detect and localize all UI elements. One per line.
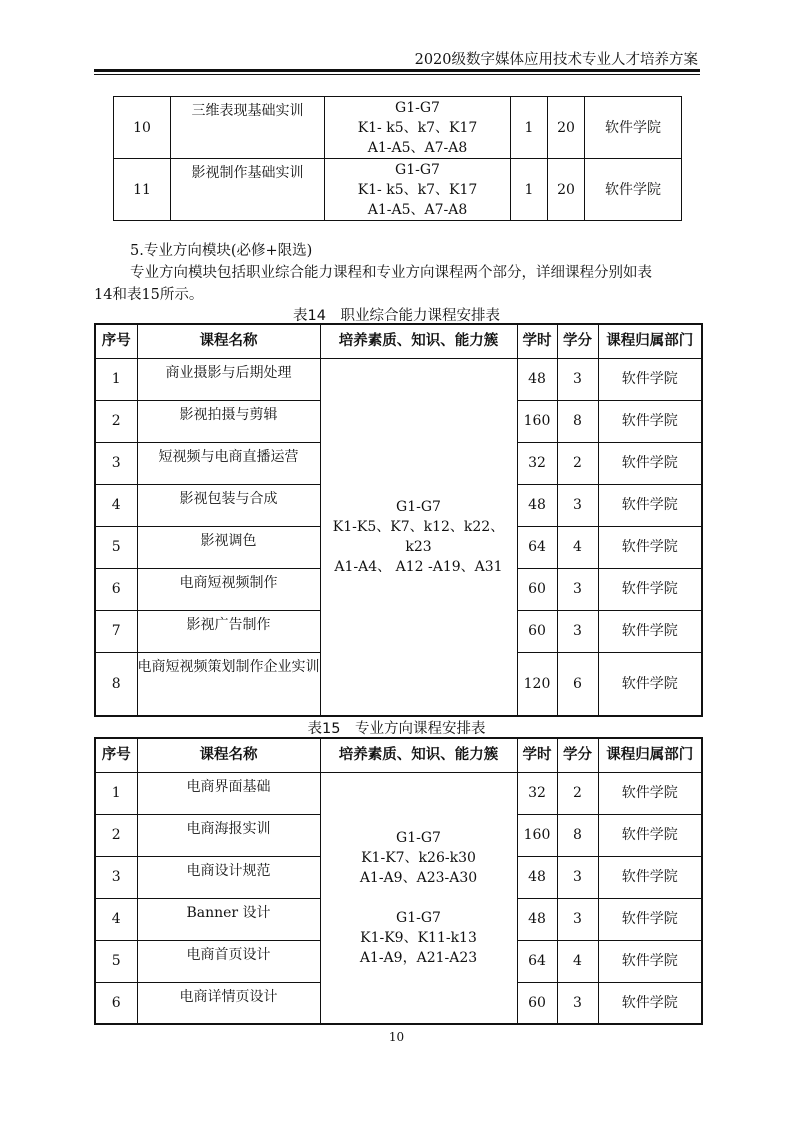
hours: 160 xyxy=(517,400,557,442)
credits: 8 xyxy=(557,400,598,442)
skill-line: A1-A9，A21-A23 xyxy=(359,949,478,966)
hours: 48 xyxy=(517,484,557,526)
skill-line: A1-A9、A23-A30 xyxy=(359,869,478,886)
course-name: 电商界面基础 xyxy=(137,772,320,814)
page-number: 10 xyxy=(388,1030,405,1044)
credits: 3 xyxy=(557,610,598,652)
course-name: 电商海报实训 xyxy=(137,814,320,856)
column-header: 培养素质、知识、能力簇 xyxy=(320,738,517,772)
hours: 1 xyxy=(511,97,548,159)
hours: 120 xyxy=(517,652,557,716)
column-header: 课程名称 xyxy=(137,324,320,358)
skill-line: G1-G7 xyxy=(396,829,441,846)
course-name: 电商详情页设计 xyxy=(137,982,320,1024)
department: 软件学院 xyxy=(598,898,702,940)
column-header: 学时 xyxy=(517,738,557,772)
column-header: 序号 xyxy=(95,738,137,772)
row-number: 8 xyxy=(95,652,137,716)
skill-line: K1- k5、k7、K17 xyxy=(357,181,478,198)
row-number: 3 xyxy=(95,442,137,484)
hours: 48 xyxy=(517,358,557,400)
department: 软件学院 xyxy=(598,982,702,1024)
course-name: 电商短视频策划制作企业实训 xyxy=(137,652,320,716)
row-number: 2 xyxy=(95,400,137,442)
course-name: 影视制作基础实训 xyxy=(171,159,325,221)
row-number: 2 xyxy=(95,814,137,856)
table15-caption: 表15 专业方向课程安排表 xyxy=(307,721,486,737)
skill-line: A1-A4、 A12 -A19、A31 xyxy=(334,558,503,575)
skill-line: K1-K9、K11-k13 xyxy=(360,929,477,946)
column-header: 序号 xyxy=(95,324,137,358)
department: 软件学院 xyxy=(598,772,702,814)
row-number: 5 xyxy=(95,940,137,982)
credits: 8 xyxy=(557,814,598,856)
table14-caption: 表14 职业综合能力课程安排表 xyxy=(293,308,500,324)
table-row xyxy=(95,772,702,814)
hours: 60 xyxy=(517,610,557,652)
row-number: 4 xyxy=(95,484,137,526)
department: 软件学院 xyxy=(598,358,702,400)
section-heading: 5.专业方向模块(必修+限选) xyxy=(130,243,313,259)
course-name: Banner 设计 xyxy=(137,898,320,940)
credits: 2 xyxy=(557,772,598,814)
credits: 3 xyxy=(557,358,598,400)
row-number: 1 xyxy=(95,358,137,400)
row-number: 4 xyxy=(95,898,137,940)
skill-line: G1-G7 xyxy=(395,161,440,178)
credits: 3 xyxy=(557,568,598,610)
running-header: 2020级数字媒体应用技术专业人才培养方案 xyxy=(414,52,698,68)
course-name: 电商设计规范 xyxy=(137,856,320,898)
credits: 6 xyxy=(557,652,598,716)
continued-course-table xyxy=(113,96,682,221)
section-paragraph-line2: 14和表15所示。 xyxy=(94,287,204,303)
column-header: 课程归属部门 xyxy=(598,738,702,772)
hours: 48 xyxy=(517,898,557,940)
credits: 3 xyxy=(557,898,598,940)
hours: 64 xyxy=(517,526,557,568)
skill-line: A1-A5、A7-A8 xyxy=(367,201,468,218)
table-row xyxy=(114,97,682,159)
row-number: 5 xyxy=(95,526,137,568)
hours: 1 xyxy=(511,159,548,221)
skills-cell xyxy=(325,97,511,159)
table-row xyxy=(95,358,702,400)
course-name: 短视频与电商直播运营 xyxy=(137,442,320,484)
hours: 48 xyxy=(517,856,557,898)
credits: 3 xyxy=(557,982,598,1024)
skill-line: G1-G7 xyxy=(396,909,441,926)
column-header: 学分 xyxy=(557,738,598,772)
hours: 32 xyxy=(517,772,557,814)
department: 软件学院 xyxy=(598,856,702,898)
row-number: 11 xyxy=(114,159,171,221)
skills-cell xyxy=(325,159,511,221)
credits: 4 xyxy=(557,940,598,982)
table-row xyxy=(114,159,682,221)
skills-cell xyxy=(320,358,517,716)
credits: 3 xyxy=(557,484,598,526)
header-row xyxy=(95,324,702,358)
department: 软件学院 xyxy=(598,442,702,484)
section-paragraph-line1: 专业方向模块包括职业综合能力课程和专业方向课程两个部分，详细课程分别如表 xyxy=(130,265,652,281)
skill-line xyxy=(321,888,517,908)
row-number: 1 xyxy=(95,772,137,814)
course-name: 电商首页设计 xyxy=(137,940,320,982)
course-name: 商业摄影与后期处理 xyxy=(137,358,320,400)
skill-line: K1-K7、k26-k30 xyxy=(361,849,476,866)
column-header: 学时 xyxy=(517,324,557,358)
header-rule-thin xyxy=(94,74,700,75)
row-number: 3 xyxy=(95,856,137,898)
column-header: 课程归属部门 xyxy=(598,324,702,358)
course-name: 影视调色 xyxy=(137,526,320,568)
department: 软件学院 xyxy=(598,610,702,652)
department: 软件学院 xyxy=(598,526,702,568)
department: 软件学院 xyxy=(598,814,702,856)
row-number: 6 xyxy=(95,982,137,1024)
row-number: 7 xyxy=(95,610,137,652)
department: 软件学院 xyxy=(585,97,682,159)
hours: 64 xyxy=(517,940,557,982)
skill-line: G1-G7 xyxy=(396,498,441,515)
table14 xyxy=(94,323,703,717)
skill-line: K1- k5、k7、K17 xyxy=(357,119,478,136)
hours: 60 xyxy=(517,568,557,610)
header-rule xyxy=(94,69,700,72)
skills-cell xyxy=(320,772,517,1024)
department: 软件学院 xyxy=(585,159,682,221)
department: 软件学院 xyxy=(598,940,702,982)
course-name: 影视包装与合成 xyxy=(137,484,320,526)
skill-line: K1-K5、K7、k12、k22、k23 xyxy=(332,518,505,555)
course-name: 影视广告制作 xyxy=(137,610,320,652)
department: 软件学院 xyxy=(598,484,702,526)
course-name: 电商短视频制作 xyxy=(137,568,320,610)
row-number: 6 xyxy=(95,568,137,610)
table15 xyxy=(94,737,703,1025)
column-header: 课程名称 xyxy=(137,738,320,772)
department: 软件学院 xyxy=(598,652,702,716)
hours: 60 xyxy=(517,982,557,1024)
credits: 2 xyxy=(557,442,598,484)
credits: 20 xyxy=(548,159,585,221)
hours: 32 xyxy=(517,442,557,484)
department: 软件学院 xyxy=(598,568,702,610)
column-header: 培养素质、知识、能力簇 xyxy=(320,324,517,358)
column-header: 学分 xyxy=(557,324,598,358)
header-row xyxy=(95,738,702,772)
row-number: 10 xyxy=(114,97,171,159)
credits: 3 xyxy=(557,856,598,898)
credits: 4 xyxy=(557,526,598,568)
course-name: 影视拍摄与剪辑 xyxy=(137,400,320,442)
credits: 20 xyxy=(548,97,585,159)
skill-line: G1-G7 xyxy=(395,99,440,116)
hours: 160 xyxy=(517,814,557,856)
department: 软件学院 xyxy=(598,400,702,442)
course-name: 三维表现基础实训 xyxy=(171,97,325,159)
skill-line: A1-A5、A7-A8 xyxy=(367,139,468,156)
